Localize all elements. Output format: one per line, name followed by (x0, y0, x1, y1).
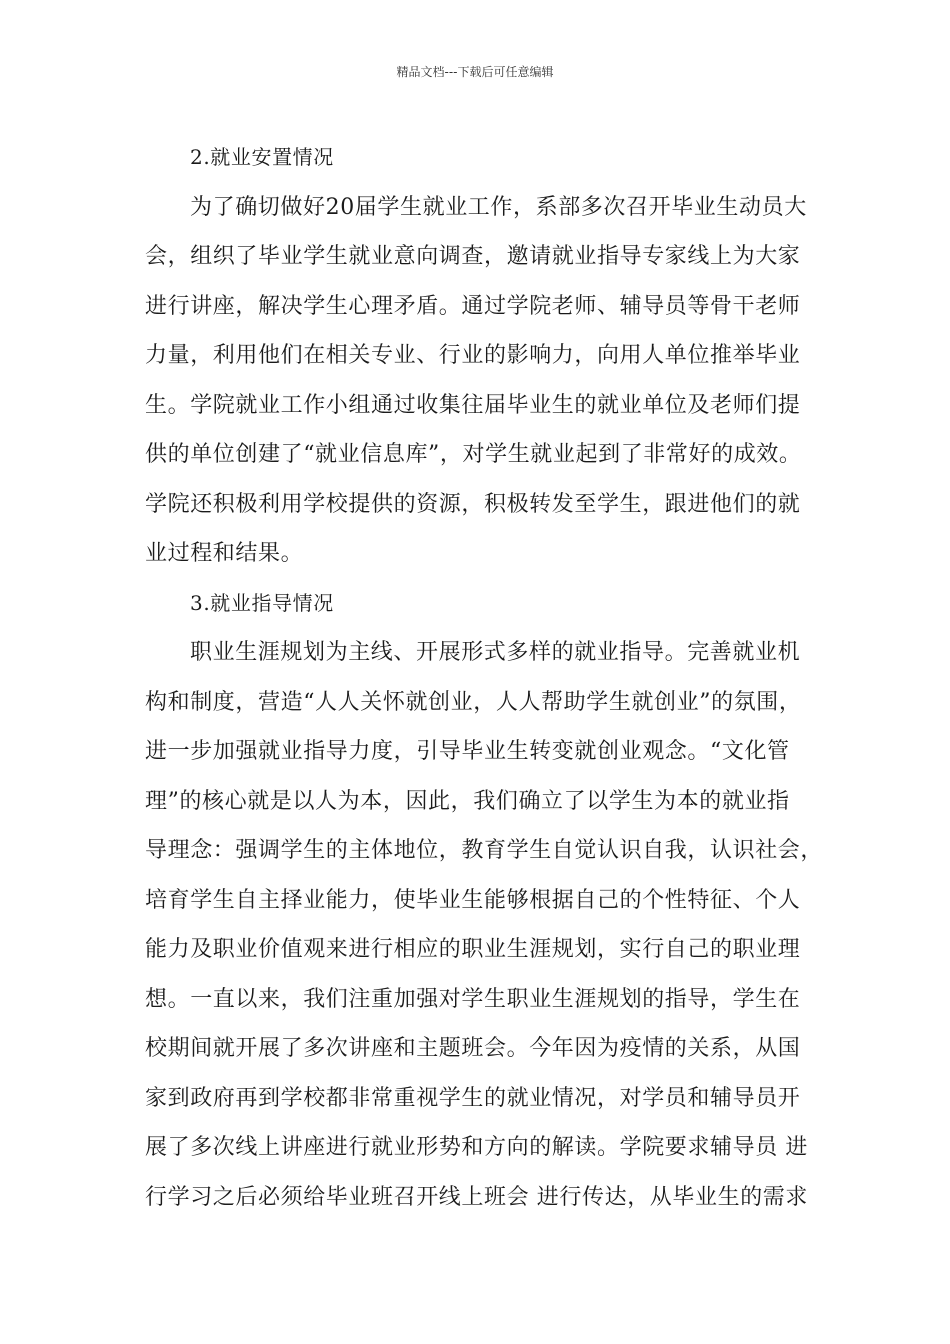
paragraph-line: 学院还积极利用学校提供的资源，积极转发至学生，跟进他们的就 (145, 491, 801, 517)
paragraph-line: 行学习之后必须给毕业班召开线上班会 进行传达，从毕业生的需求 (145, 1184, 808, 1210)
paragraph-line: 力量，利用他们在相关专业、行业的影响力，向用人单位推举毕业 (145, 343, 801, 368)
paragraph-line: 理”的核心就是以人为本，因此，我们确立了以学生为本的就业指 (145, 788, 790, 814)
document-body (145, 133, 825, 1222)
paragraph-line: 生。学院就业工作小组通过收集往届毕业生的就业单位及老师们提 (145, 392, 801, 418)
paragraph-line: 展了多次线上讲座进行就业形势和方向的解读。学院要求辅导员 进 (145, 1135, 808, 1160)
paragraph-line: 职业生涯规划为主线、开展形式多样的就业指导。完善就业机 (190, 640, 801, 665)
paragraph-line: 供的单位创建了“就业信息库”，对学生就业起到了非常好的成效。 (145, 442, 802, 467)
paragraph-line: 进行讲座，解决学生心理矛盾。通过学院老师、辅导员等骨干老师 (145, 293, 801, 319)
section-heading: 3.就业指导情况 (190, 590, 334, 615)
paragraph-line: 业过程和结果。 (145, 541, 304, 566)
paragraph-line: 构和制度，营造“人人关怀就创业，人人帮助学生就创业”的氛围， (145, 689, 802, 715)
paragraph-line: 校期间就开展了多次讲座和主题班会。今年因为疫情的关系，从国 (145, 1036, 801, 1061)
paragraph-line: 为了确切做好20届学生就业工作，系部多次召开毕业生动员大 (190, 194, 807, 220)
paragraph-line: 想。一直以来，我们注重加强对学生职业生涯规划的指导，学生在 (145, 986, 801, 1012)
paragraph-line: 培育学生自主择业能力，使毕业生能够根据自己的个性特征、个人 (145, 887, 801, 913)
paragraph-line: 导理念：强调学生的主体地位，教育学生自觉认识自我，认识社会， (145, 838, 824, 863)
paragraph-line: 进一步加强就业指导力度，引导毕业生转变就创业观念。“文化管 (145, 739, 790, 764)
paragraph-line: 家到政府再到学校都非常重视学生的就业情况，对学员和辅导员开 (145, 1085, 801, 1111)
section-heading: 2.就业安置情况 (190, 145, 334, 169)
page-header: 精品文档---下载后可任意编辑 (396, 65, 554, 79)
paragraph-line: 会，组织了毕业学生就业意向调查，邀请就业指导专家线上为大家 (145, 244, 801, 269)
paragraph-line: 能力及职业价值观来进行相应的职业生涯规划，实行自己的职业理 (145, 937, 801, 962)
